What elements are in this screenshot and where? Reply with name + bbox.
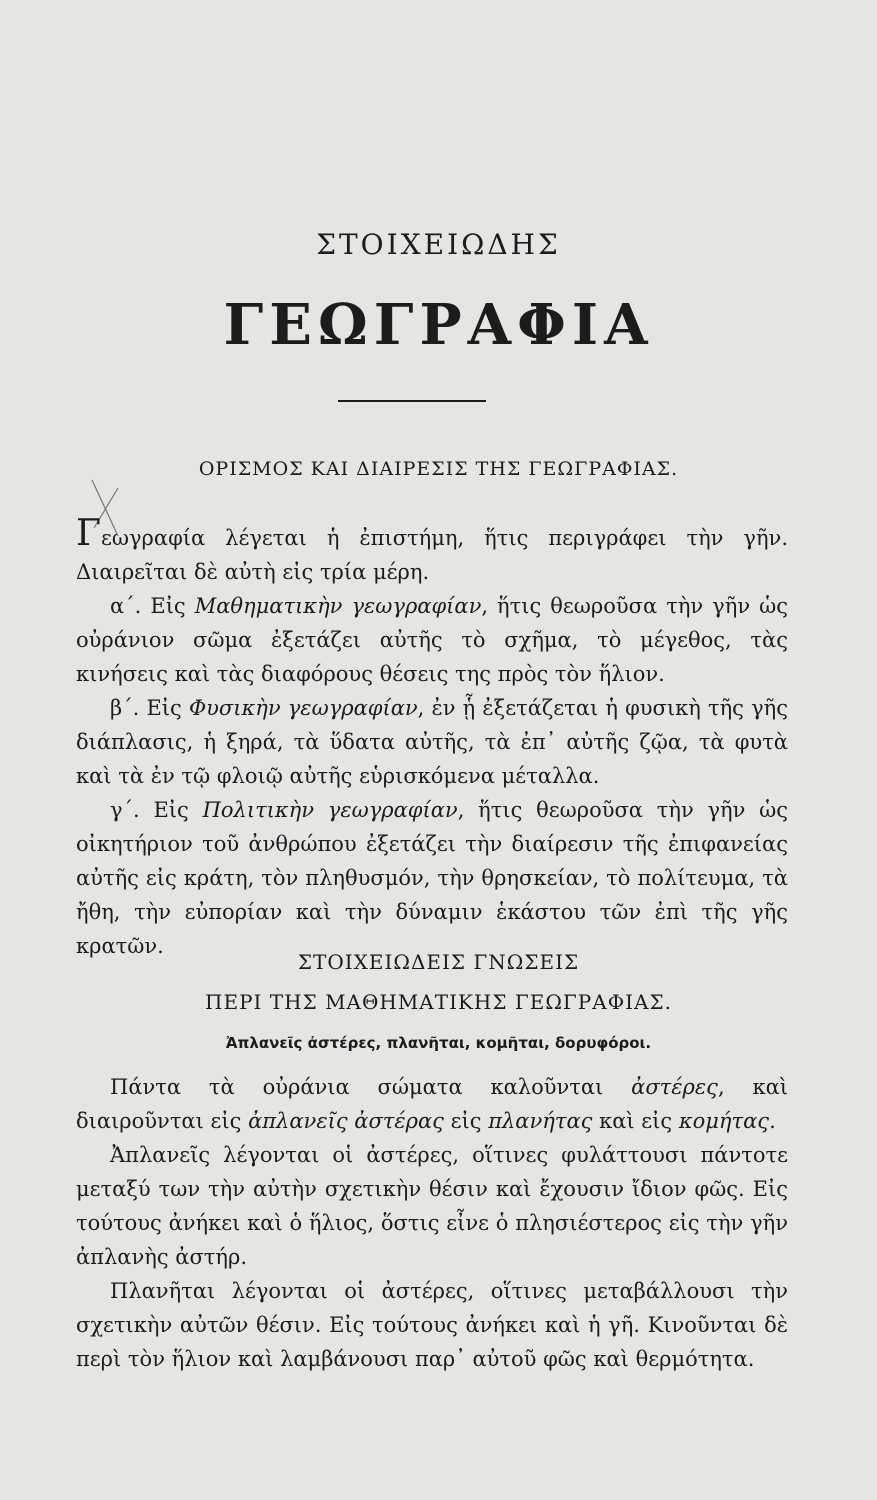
intro-paragraph [76, 513, 788, 589]
section-heading-basics: ΣΤΟΙΧΕΙΩΔΕΙΣ ΓΝΩΣΕΙΣ [297, 950, 580, 974]
p1-term-fixed-stars: ἀπλανεῖς ἀστέρας [248, 1109, 444, 1133]
book-title: ΓΕΩΓΡΑΦΙΑ [223, 292, 654, 358]
item-c [76, 793, 788, 963]
astronomy-text [76, 1070, 788, 1376]
p1-text-e: . [769, 1109, 776, 1133]
item-b [76, 691, 788, 793]
item-a [76, 589, 788, 691]
p1-term-comets: κομήτας [678, 1109, 770, 1133]
item-b-text: , ἐν ᾗ ἐξετάζεται ἡ φυσικὴ τῆς γῆς διάπλασις, ἡ ξηρά, τὰ ὕδατα αὐτῆς, τὰ ἐπ᾿ αὐτῆς ζῷα, τὰ φυτὰ καὶ τὰ ἐν τῷ φλοιῷ αὐτῆς εὑρισκόμενα μέταλλα. [76, 696, 788, 788]
drop-cap: Γ [76, 513, 101, 554]
subsection-heading: Ἀπλανεῖς ἀστέρες, πλανῆται, κομῆται, δορυφόροι. [225, 1034, 652, 1052]
section-heading-math-geo: ΠΕΡΙ ΤΗΣ ΜΑΘΗΜΑΤΙΚΗΣ ΓΕΩΓΡΑΦΙΑΣ. [205, 990, 672, 1014]
paragraph-bodies [76, 1070, 788, 1138]
item-c-text: , ἥτις θεωροῦσα τὴν γῆν ὡς οἰκητήριον τοῦ ἀνθρώπου ἐξετάζει τὴν διαίρεσιν τῆς ἐπιφανείας αὐτῆς εἰς κράτη, τὸν πληθυσμόν, τὴν θρησκείαν, τὸ πολίτευμα, τὰ ἤθη, τὴν εὐπορίαν καὶ τὴν δύναμιν ἑκάστου τῶν ἐπὶ τῆς γῆς κρατῶν. [76, 798, 788, 958]
item-c-term: Πολιτικὴν γεωγραφίαν [202, 798, 458, 822]
p1-term-stars: ἀστέρες [631, 1075, 718, 1099]
p1-term-planets: πλανήτας [488, 1109, 593, 1133]
title-divider [338, 400, 486, 402]
definition-text [76, 513, 788, 963]
section-heading-definition: ΟΡΙΣΜΟΣ ΚΑΙ ΔΙΑΙΡΕΣΙΣ ΤΗΣ ΓΕΩΓΡΑΦΙΑΣ. [198, 458, 679, 480]
book-subtitle: ΣΤΟΙΧΕΙΩΔΗΣ [316, 228, 561, 261]
item-c-prefix: γ΄. Εἰς [110, 798, 203, 822]
item-a-text: , ἥτις θεωροῦσα τὴν γῆν ὡς οὐράνιον σῶμα ἐξετάζει αὐτῆς τὸ σχῆμα, τὸ μέγεθος, τὰς κινήσεις καὶ τὰς διαφόρους θέσεις της πρὸς τὸν ἥλιον. [76, 594, 788, 686]
paragraph-planets: Πλανῆται λέγονται οἱ ἀστέρες, οἵτινες μεταβάλλουσι τὴν σχετικὴν αὐτῶν θέσιν. Εἰς τούτους ἀνήκει καὶ ἡ γῆ. Κινοῦνται δὲ περὶ τὸν ἥλιον καὶ λαμβάνουσι παρ᾿ αὐτοῦ φῶς καὶ θερμότητα. [76, 1279, 788, 1371]
p1-text-d: καὶ εἰς [592, 1109, 679, 1133]
intro-text: εωγραφία λέγεται ἡ ἐπιστήμη, ἥτις περιγράφει τὴν γῆν. Διαιρεῖται δὲ αὐτὴ εἰς τρία μέρη. [76, 526, 788, 584]
item-b-term: Φυσικὴν γεωγραφίαν [188, 696, 418, 720]
p1-text-c: εἰς [443, 1109, 489, 1133]
p1-text-a: Πάντα τὰ οὐράνια σώματα καλοῦνται [110, 1075, 632, 1099]
paragraph-fixed-stars: Ἀπλανεῖς λέγονται οἱ ἀστέρες, οἵτινες φυλάττουσι πάντοτε μεταξύ των τὴν αὐτὴν σχετικὴν θέσιν καὶ ἔχουσιν ἴδιον φῶς. Εἰς τούτους ἀνήκει καὶ ὁ ἥλιος, ὅστις εἶνε ὁ πλησιέστερος εἰς τὴν γῆν ἀπλανὴς ἀστήρ. [76, 1143, 788, 1269]
item-a-prefix: α΄. Εἰς [110, 594, 195, 618]
item-b-prefix: β΄. Εἰς [110, 696, 189, 720]
item-a-term: Μαθηματικὴν γεωγραφίαν [194, 594, 482, 618]
p1-text-b: , καὶ διαιροῦνται εἰς [76, 1075, 789, 1133]
